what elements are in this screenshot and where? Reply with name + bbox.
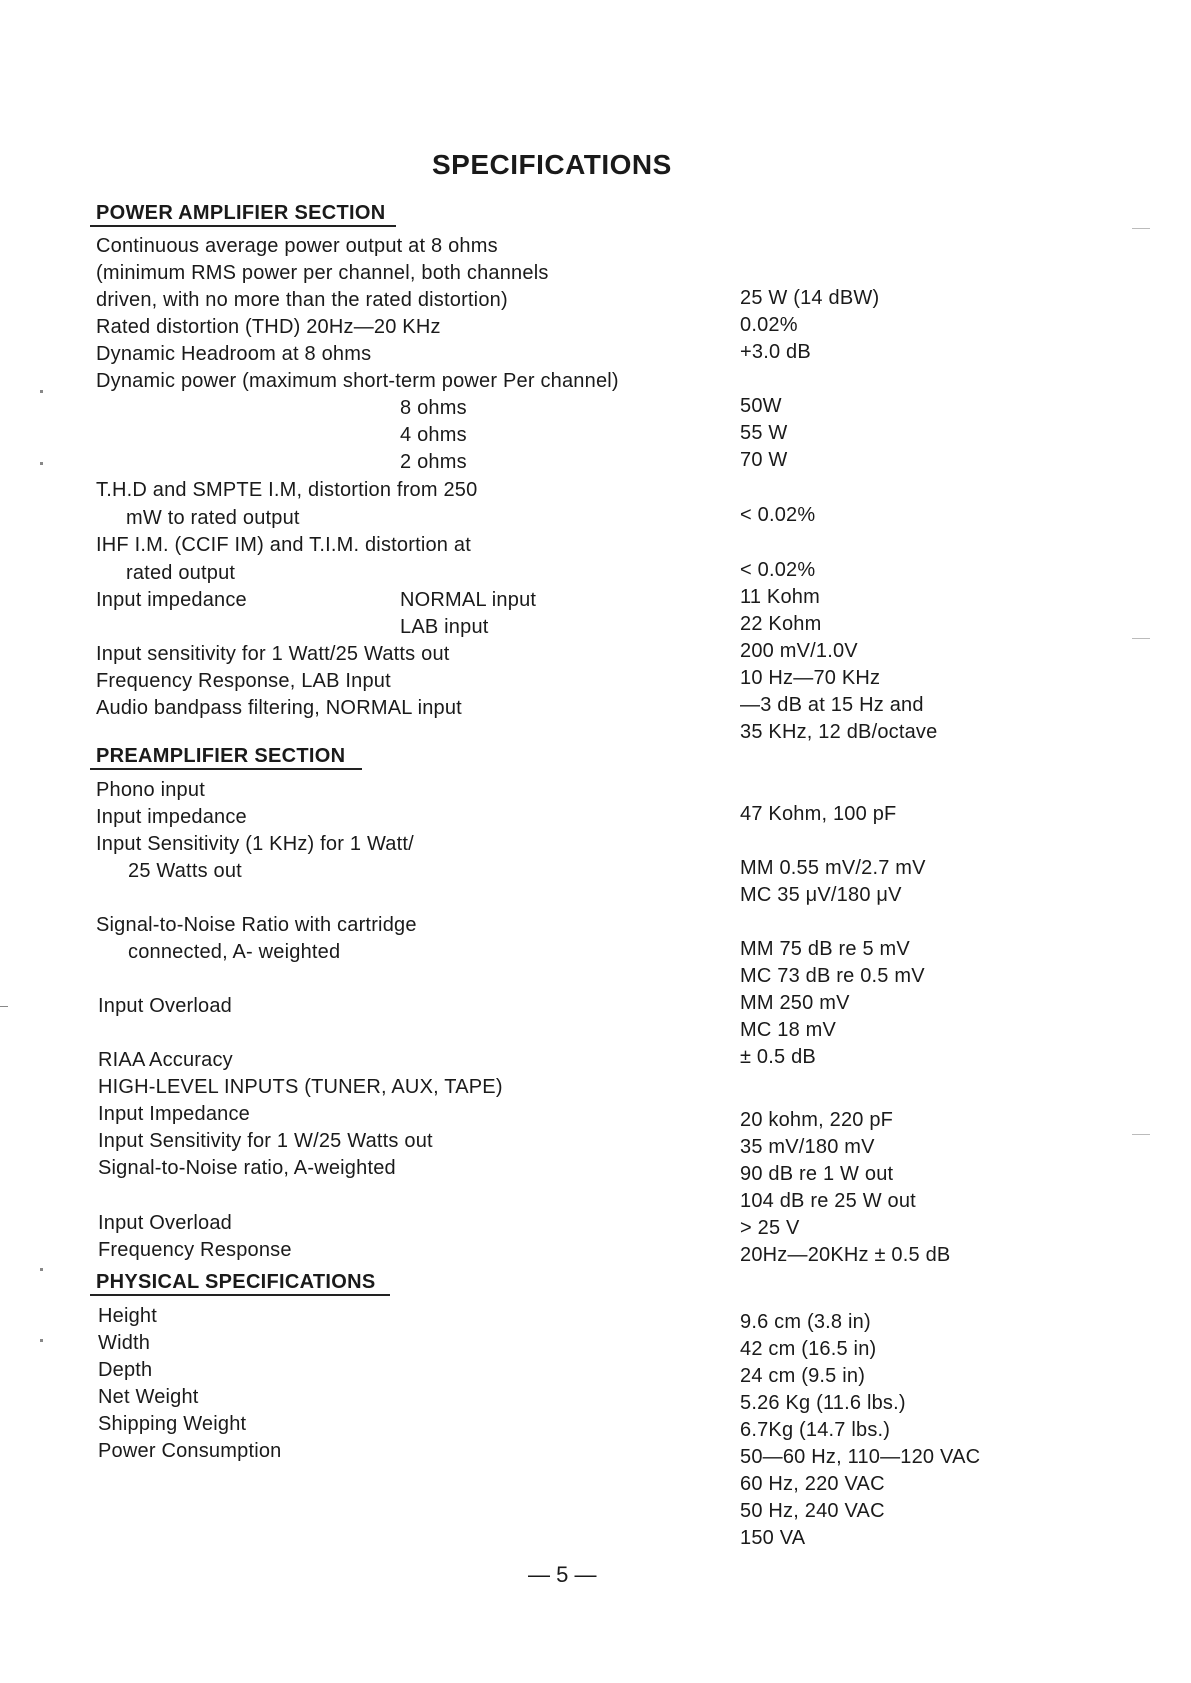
spec-label: rated output	[126, 562, 236, 584]
spec-label: Input Sensitivity (1 KHz) for 1 Watt/	[96, 833, 414, 855]
spec-value: 9.6 cm (3.8 in)	[740, 1311, 871, 1333]
spec-value: 20Hz—20KHz ± 0.5 dB	[740, 1244, 951, 1266]
spec-value: MC 73 dB re 0.5 mV	[740, 965, 925, 987]
spec-value: 50 Hz, 240 VAC	[740, 1500, 885, 1522]
spec-value: 35 KHz, 12 dB/octave	[740, 721, 938, 743]
spec-sublabel: 8 ohms	[400, 397, 467, 419]
spec-label: Input impedance	[96, 806, 247, 828]
spec-value: 35 mV/180 mV	[740, 1136, 875, 1158]
spec-label: Dynamic Headroom at 8 ohms	[96, 343, 372, 365]
spec-label: Input sensitivity for 1 Watt/25 Watts out	[96, 643, 450, 665]
scan-speck	[1132, 1134, 1150, 1135]
spec-value: 24 cm (9.5 in)	[740, 1365, 866, 1387]
spec-label: Dynamic power (maximum short-term power Per channel)	[96, 370, 619, 392]
section-heading-preamplifier: PREAMPLIFIER SECTION	[96, 745, 346, 767]
spec-label: Width	[98, 1332, 151, 1354]
spec-label: Input impedance	[96, 589, 247, 611]
section-underline	[90, 1294, 390, 1296]
section-underline	[90, 768, 362, 770]
spec-value: MM 75 dB re 5 mV	[740, 938, 910, 960]
spec-value: 20 kohm, 220 pF	[740, 1109, 894, 1131]
spec-label: driven, with no more than the rated distortion)	[96, 289, 508, 311]
spec-value: 47 Kohm, 100 pF	[740, 803, 897, 825]
spec-label: Input Overload	[98, 995, 232, 1017]
spec-value: 90 dB re 1 W out	[740, 1163, 894, 1185]
spec-label: Net Weight	[98, 1386, 199, 1408]
spec-value: ± 0.5 dB	[740, 1046, 816, 1068]
spec-label: Signal-to-Noise Ratio with cartridge	[96, 914, 417, 936]
spec-value: MC 18 mV	[740, 1019, 837, 1041]
spec-value: 10 Hz—70 KHz	[740, 667, 881, 689]
spec-label: Signal-to-Noise ratio, A-weighted	[98, 1157, 396, 1179]
spec-label: connected, A- weighted	[128, 941, 341, 963]
spec-label: Frequency Response	[98, 1239, 292, 1261]
page-number: — 5 —	[528, 1562, 597, 1587]
spec-value: +3.0 dB	[740, 341, 811, 363]
spec-label: Height	[98, 1305, 158, 1327]
spec-sublabel: NORMAL input	[400, 589, 537, 611]
spec-label: HIGH-LEVEL INPUTS (TUNER, AUX, TAPE)	[98, 1076, 503, 1098]
spec-label: 25 Watts out	[128, 860, 242, 882]
spec-value: MM 250 mV	[740, 992, 850, 1014]
spec-value: 70 W	[740, 449, 788, 471]
spec-value: 200 mV/1.0V	[740, 640, 858, 662]
scan-speck	[40, 1268, 43, 1271]
spec-label: T.H.D and SMPTE I.M, distortion from 250	[96, 479, 478, 501]
spec-value: 104 dB re 25 W out	[740, 1190, 916, 1212]
spec-label: Input Impedance	[98, 1103, 250, 1125]
scan-speck	[0, 1006, 8, 1007]
spec-value: 5.26 Kg (11.6 lbs.)	[740, 1392, 906, 1414]
spec-value: < 0.02%	[740, 504, 816, 526]
spec-value: 55 W	[740, 422, 788, 444]
spec-label: RIAA Accuracy	[98, 1049, 233, 1071]
spec-label: (minimum RMS power per channel, both channels	[96, 262, 549, 284]
spec-value: 11 Kohm	[740, 586, 820, 608]
spec-label: Shipping Weight	[98, 1413, 247, 1435]
spec-value: 42 cm (16.5 in)	[740, 1338, 877, 1360]
spec-label: Power Consumption	[98, 1440, 282, 1462]
spec-label: Continuous average power output at 8 ohms	[96, 235, 498, 257]
scan-speck	[40, 1339, 43, 1342]
scan-speck	[40, 390, 43, 393]
spec-label: Input Overload	[98, 1212, 232, 1234]
spec-sublabel: 2 ohms	[400, 451, 467, 473]
spec-value: 50W	[740, 395, 782, 417]
spec-value: 6.7Kg (14.7 lbs.)	[740, 1419, 891, 1441]
spec-value: 22 Kohm	[740, 613, 822, 635]
spec-label: Phono input	[96, 779, 205, 801]
spec-value: —3 dB at 15 Hz and	[740, 694, 924, 716]
spec-value: 50—60 Hz, 110—120 VAC	[740, 1446, 981, 1468]
spec-label: Frequency Response, LAB Input	[96, 670, 391, 692]
spec-label: Audio bandpass filtering, NORMAL input	[96, 697, 462, 719]
section-heading-physical: PHYSICAL SPECIFICATIONS	[96, 1271, 376, 1293]
scan-speck	[40, 462, 43, 465]
section-underline	[90, 225, 396, 227]
spec-value: 25 W (14 dBW)	[740, 287, 880, 309]
section-heading-power-amplifier: POWER AMPLIFIER SECTION	[96, 202, 386, 224]
spec-value: < 0.02%	[740, 559, 816, 581]
spec-sublabel: LAB input	[400, 616, 489, 638]
spec-sublabel: 4 ohms	[400, 424, 467, 446]
spec-label: IHF I.M. (CCIF IM) and T.I.M. distortion at	[96, 534, 471, 556]
spec-label: Input Sensitivity for 1 W/25 Watts out	[98, 1130, 433, 1152]
spec-value: MC 35 μV/180 μV	[740, 884, 902, 906]
spec-value: > 25 V	[740, 1217, 800, 1239]
spec-value: 0.02%	[740, 314, 798, 336]
spec-value: 60 Hz, 220 VAC	[740, 1473, 885, 1495]
page-title: SPECIFICATIONS	[432, 149, 672, 180]
scan-speck	[1132, 638, 1150, 639]
spec-label: mW to rated output	[126, 507, 300, 529]
spec-value: MM 0.55 mV/2.7 mV	[740, 857, 926, 879]
spec-value: 150 VA	[740, 1527, 806, 1549]
spec-label: Rated distortion (THD) 20Hz—20 KHz	[96, 316, 441, 338]
scan-speck	[1132, 228, 1150, 229]
spec-label: Depth	[98, 1359, 153, 1381]
